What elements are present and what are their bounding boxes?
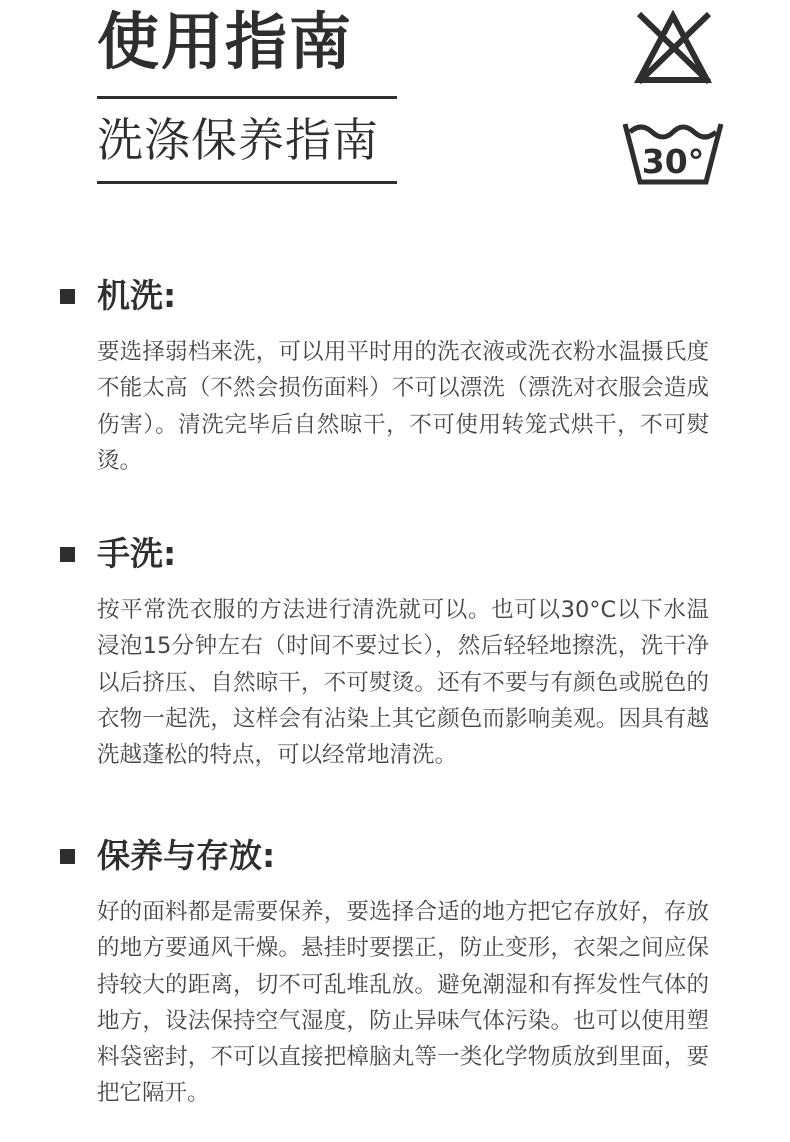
section-body: 要选择弱档来洗，可以用平时用的洗衣液或洗衣粉水温摄氏度不能太高（不然会损伤面料）不可以漂洗（漂洗对衣服会造成伤害）。清洗完毕后自然晾干，不可使用转笼式烘干，不可熨烫。 bbox=[97, 339, 709, 474]
wash-30-icon bbox=[622, 118, 724, 186]
section-body: 好的面料都是需要保养，要选择合适的地方把它存放好，存放的地方要通风干燥。悬挂时要摆正，防止变形，衣架之间应保持较大的距离，切不可乱堆乱放。避免潮湿和有挥发性气体的地方，设法保持空气湿度，防止异味气体污染。也可以使用塑料袋密封，不可以直接把樟脑丸等一类化学物质放到里面，要把它隔开。 bbox=[97, 899, 709, 1107]
page-title: 使用指南 bbox=[97, 5, 354, 78]
section-heading-text: 机洗: bbox=[97, 276, 177, 315]
no-bleach-icon bbox=[633, 10, 713, 86]
page-subtitle: 洗涤保养指南 bbox=[97, 113, 379, 167]
title-divider-top bbox=[97, 96, 397, 99]
section-heading-text: 手洗: bbox=[97, 534, 177, 573]
section-care-storage bbox=[60, 832, 720, 1112]
section-machine-wash bbox=[60, 272, 720, 479]
section-heading-text: 保养与存放: bbox=[97, 836, 276, 875]
wash-temp-label: 30° bbox=[641, 142, 705, 181]
section-body: 按平常洗衣服的方法进行清洗就可以。也可以30°C以下水温浸泡15分钟左右（时间不要过长），然后轻轻地擦洗，洗干净以后挤压、自然晾干，不可熨烫。还有不要与有颜色或脱色的衣物一起洗，这样会有沾染上其它颜色而影响美观。因具有越洗越蓬松的特点，可以经常地清洗。 bbox=[97, 597, 709, 769]
square-bullet-icon bbox=[60, 289, 75, 304]
section-heading bbox=[60, 272, 720, 320]
section-heading bbox=[60, 530, 720, 578]
square-bullet-icon bbox=[60, 849, 75, 864]
title-divider-bottom bbox=[97, 181, 397, 184]
section-hand-wash bbox=[60, 530, 720, 773]
square-bullet-icon bbox=[60, 547, 75, 562]
section-heading bbox=[60, 832, 720, 880]
